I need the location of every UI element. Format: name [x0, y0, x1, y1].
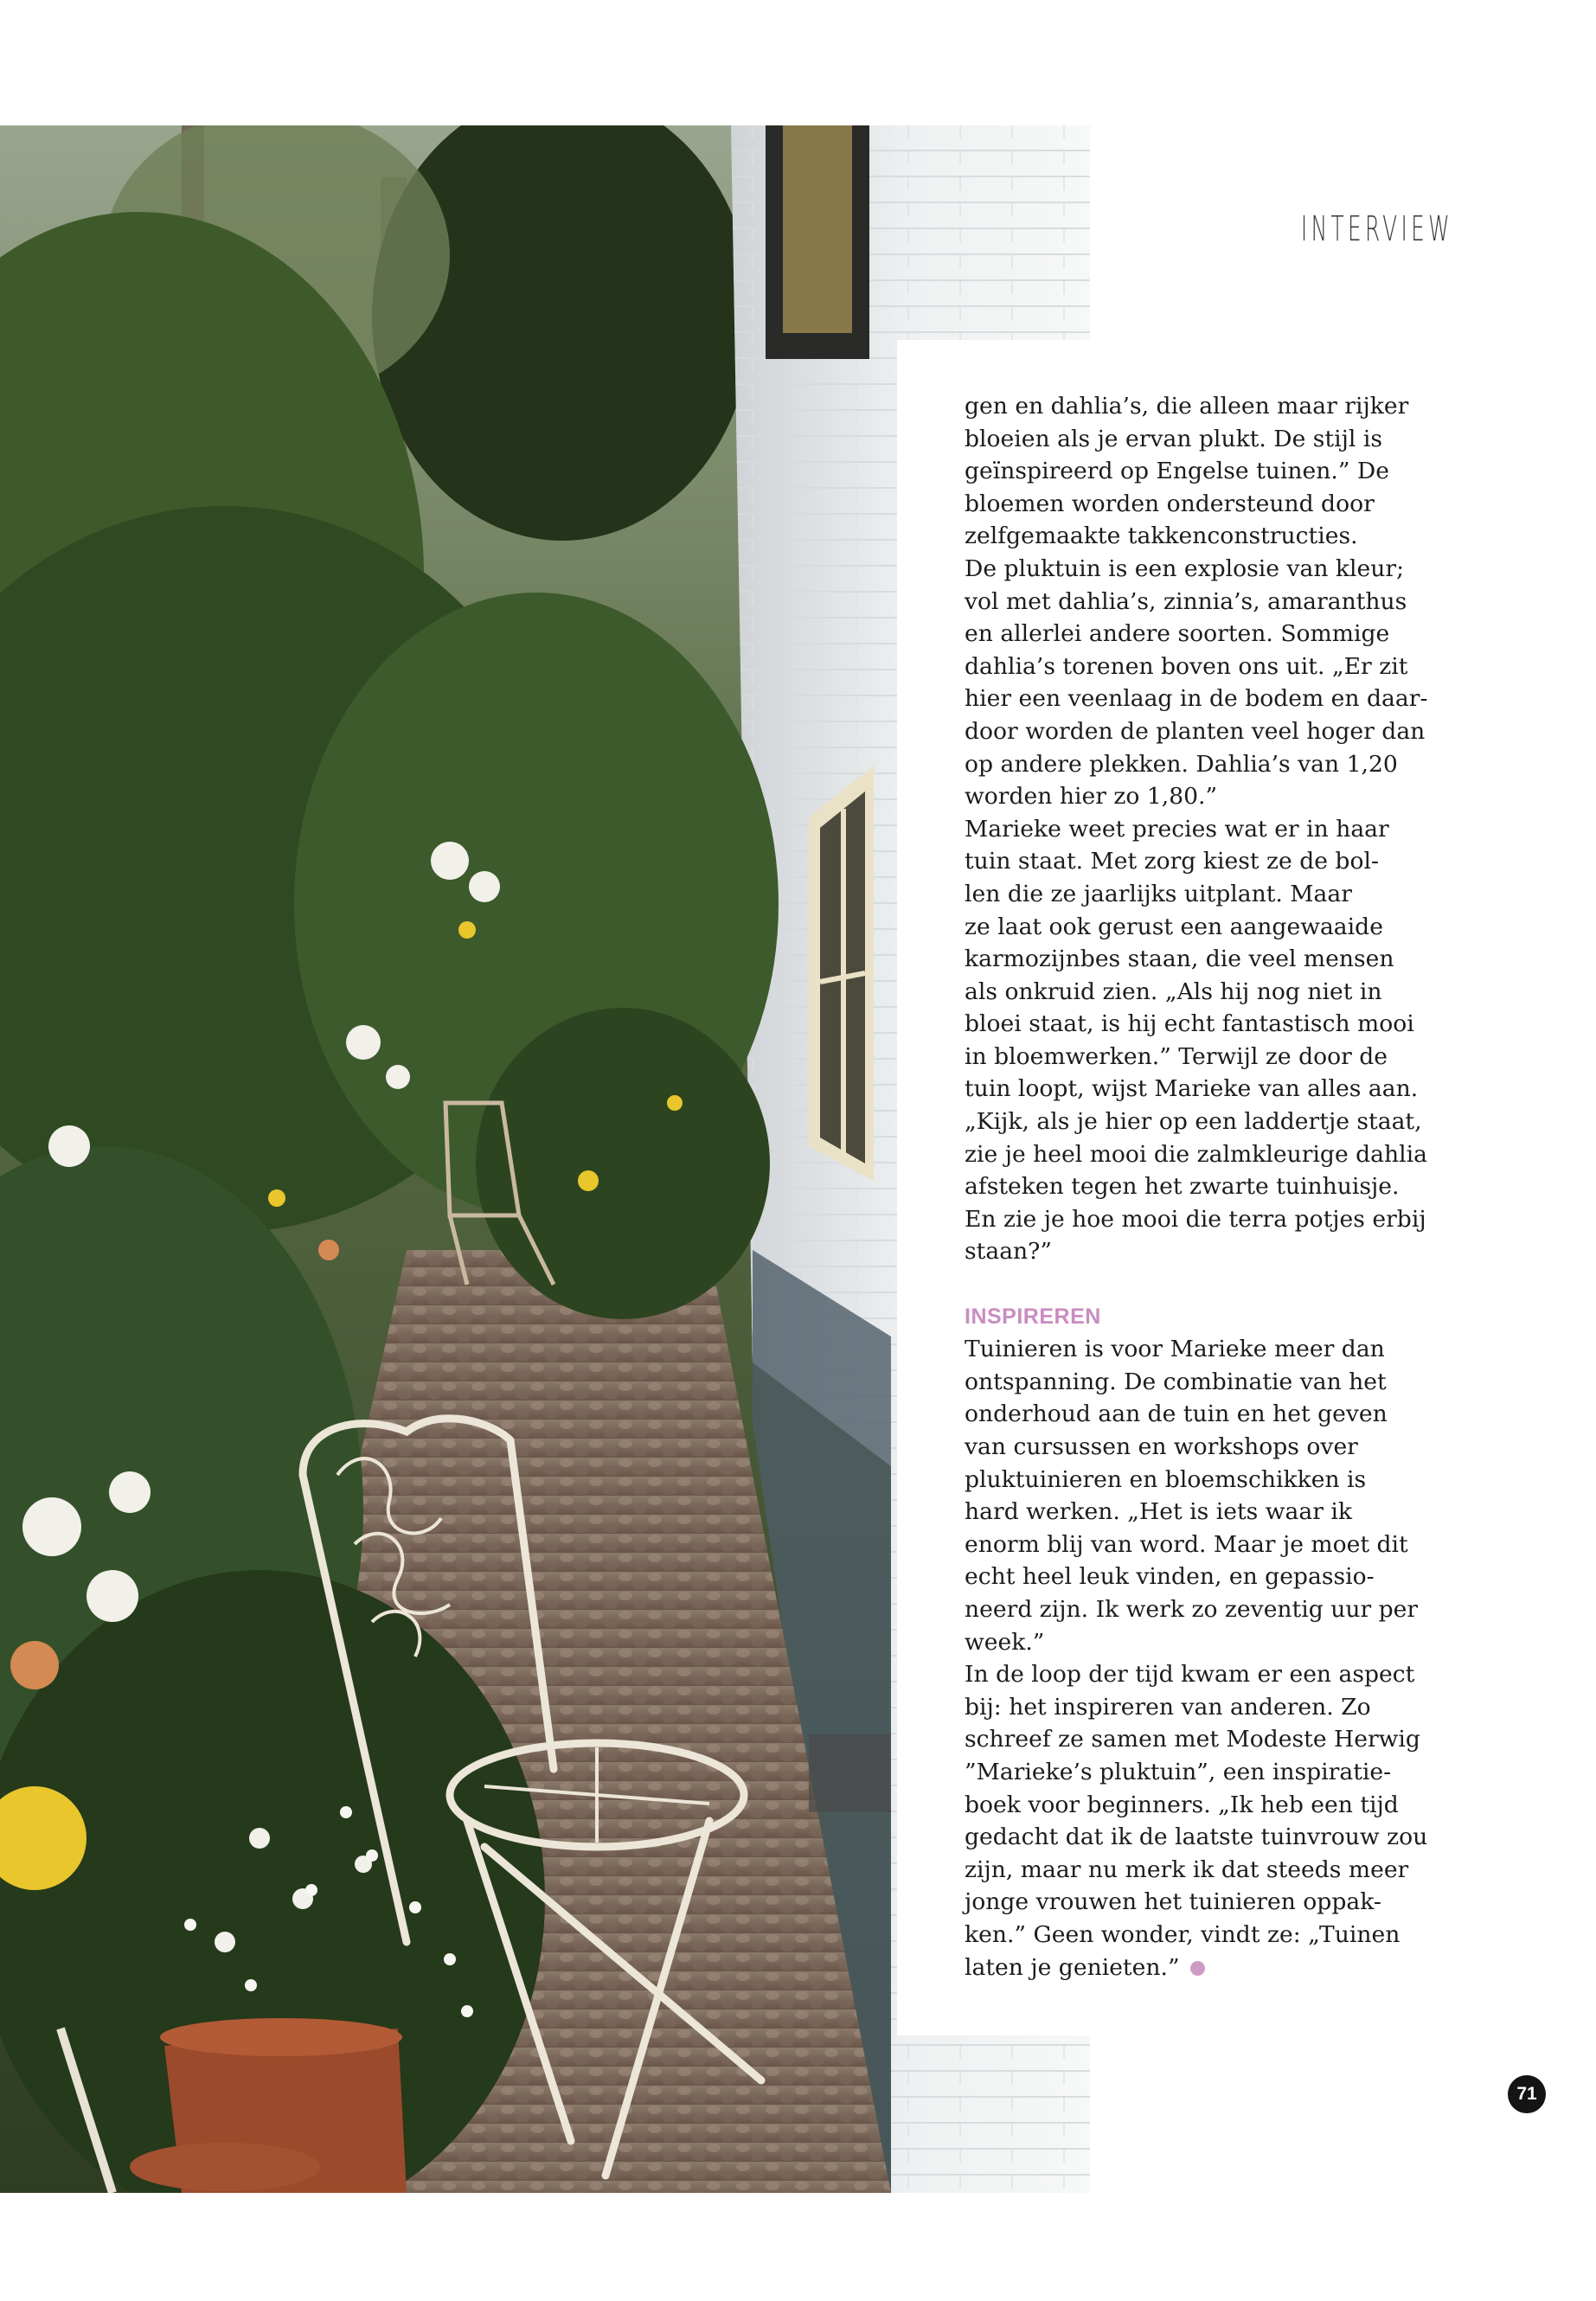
text-line: geïnspireerd op Engelse tuinen.” De — [965, 458, 1389, 485]
subheading: INSPIREREN — [965, 1304, 1101, 1329]
page-number: 71 — [1508, 2075, 1546, 2113]
text-line: Tuinieren is voor Marieke meer dan — [965, 1336, 1385, 1363]
text-line: In de loop der tijd kwam er een aspect — [965, 1661, 1415, 1689]
text-line: afsteken tegen het zwarte tuinhuisje. — [965, 1173, 1400, 1201]
text-line: ontspanning. De combinatie van het — [965, 1368, 1387, 1395]
text-line: zijn, maar nu merk ik dat steeds meer — [965, 1856, 1409, 1883]
text-line: bloei staat, is hij echt fantastisch mooi — [965, 1010, 1414, 1038]
text-line: len die ze jaarlijks uitplant. Maar — [965, 880, 1352, 907]
text-line: jonge vrouwen het tuinieren oppak- — [965, 1888, 1381, 1916]
text-line: ze laat ook gerust een aangewaaide — [965, 913, 1383, 940]
article-block-2 — [965, 1333, 1449, 1984]
text-line: zelfgemaakte takkenconstructies. — [965, 522, 1358, 550]
text-line: boek voor beginners. „Ik heb een tijd — [965, 1791, 1399, 1818]
text-panel — [897, 340, 1596, 2035]
text-line: bij: het inspireren van anderen. Zo — [965, 1693, 1371, 1721]
text-line: enorm blij van word. Maar je moet dit — [965, 1530, 1408, 1558]
text-line: dahlia’s torenen boven ons uit. „Er zit — [965, 652, 1408, 680]
text-line: hier een veenlaag in de bodem en daar- — [965, 685, 1428, 713]
text-line: bloeien als je ervan plukt. De stijl is — [965, 425, 1382, 452]
article-body — [965, 390, 1449, 1984]
text-line: week.” — [965, 1628, 1045, 1656]
text-line: echt heel leuk vinden, en gepassio- — [965, 1563, 1375, 1591]
last-line-wrap — [965, 1952, 1449, 1984]
text-line: hard werken. „Het is iets waar ik — [965, 1498, 1353, 1526]
text-line: En zie je hoe mooi die terra potjes erbij — [965, 1205, 1426, 1233]
text-line: pluktuinieren en bloemschikken is — [965, 1465, 1367, 1493]
text-line: De pluktuin is een explosie van kleur; — [965, 554, 1405, 582]
text-line: in bloemwerken.” Terwijl ze door de — [965, 1042, 1388, 1070]
text-line: ”Marieke’s pluktuin”, een inspiratie- — [965, 1758, 1392, 1785]
text-line: gedacht dat ik de laatste tuinvrouw zou — [965, 1823, 1428, 1851]
text-line: op andere plekken. Dahlia’s van 1,20 — [965, 750, 1398, 778]
text-line: vol met dahlia’s, zinnia’s, amaranthus — [965, 587, 1407, 615]
section-label: INTERVIEW — [1300, 209, 1453, 249]
end-dot-icon — [1190, 1961, 1205, 1976]
text-line: tuin loopt, wijst Marieke van alles aan. — [965, 1075, 1419, 1103]
text-line: als onkruid zien. „Als hij nog niet in — [965, 977, 1382, 1005]
text-line: „Kijk, als je hier op een laddertje staat, — [965, 1108, 1422, 1136]
text-line: onderhoud aan de tuin en het geven — [965, 1400, 1388, 1428]
text-line: van cursussen en workshops over — [965, 1433, 1358, 1460]
text-line: bloemen worden ondersteund door — [965, 490, 1375, 517]
text-line: en allerlei andere soorten. Sommige — [965, 620, 1390, 648]
text-line: ken.” Geen wonder, vindt ze: „Tuinen — [965, 1920, 1401, 1948]
text-line: laten je genieten.” — [965, 1953, 1180, 1981]
text-line: gen en dahlia’s, die alleen maar rijker — [965, 393, 1409, 420]
text-line: staan?” — [965, 1238, 1053, 1266]
text-line: tuin staat. Met zorg kiest ze de bol- — [965, 848, 1379, 875]
text-line: zie je heel mooi die zalmkleurige dahlia — [965, 1140, 1428, 1168]
text-line: worden hier zo 1,80.” — [965, 783, 1218, 811]
text-line: schreef ze samen met Modeste Herwig — [965, 1726, 1420, 1753]
text-line: Marieke weet precies wat er in haar — [965, 815, 1389, 843]
article-block-1 — [965, 390, 1449, 1268]
text-line: neerd zijn. Ik werk zo zeventig uur per — [965, 1595, 1419, 1623]
text-line: door worden de planten veel hoger dan — [965, 717, 1426, 745]
text-line: karmozijnbes staan, die veel mensen — [965, 945, 1394, 973]
